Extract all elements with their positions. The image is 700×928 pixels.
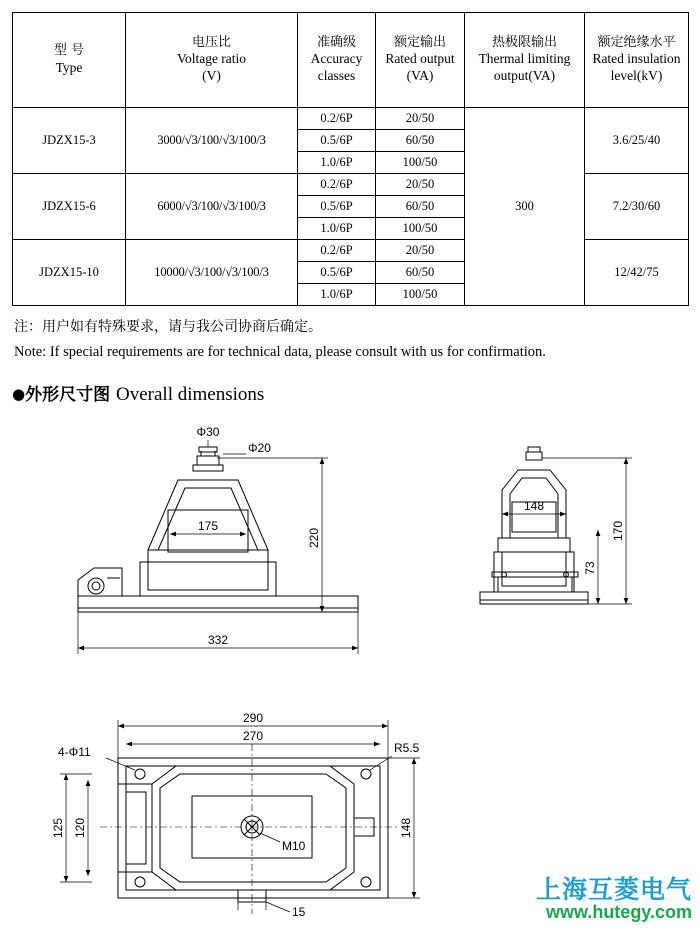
mid-band-side <box>498 538 570 552</box>
header-voltage-ratio <box>126 13 298 108</box>
header-accuracy <box>298 13 376 108</box>
header-thermal-limiting-en: Thermal limiting <box>478 51 571 67</box>
left-terminal-circle <box>88 578 104 594</box>
terminal-block <box>197 456 219 465</box>
top-view-drawing <box>40 700 460 925</box>
table-row <box>13 108 689 130</box>
mounting-hole <box>361 877 371 887</box>
header-rated-output-cn: 额定输出 <box>393 35 446 50</box>
terminal-cap-side <box>528 447 540 452</box>
cell-voltage-ratio: 6000/√3/100/√3/100/3 <box>126 174 298 240</box>
header-insulation-level-en: Rated insulation <box>592 51 681 67</box>
header-insulation-level <box>585 13 689 108</box>
cell-accuracy: 1.0/6P <box>298 284 376 306</box>
dim-side-foot-height: 73 <box>583 561 597 575</box>
cell-voltage-ratio: 10000/√3/100/√3/100/3 <box>126 240 298 306</box>
cell-accuracy: 0.5/6P <box>298 196 376 218</box>
mounting-hole <box>135 877 145 887</box>
cell-rated-output: 100/50 <box>376 152 465 174</box>
base-plate <box>78 596 358 612</box>
cell-accuracy: 0.2/6P <box>298 174 376 196</box>
cell-accuracy: 0.2/6P <box>298 108 376 130</box>
header-thermal-limiting-cn: 热极限输出 <box>491 35 557 50</box>
section-title-cn: 外形尺寸图 <box>25 385 111 405</box>
dim-top-left-outer: 125 <box>51 817 65 839</box>
dim-phi20: Φ20 <box>248 441 271 455</box>
section-title-en: Overall dimensions <box>116 384 265 405</box>
body-lower <box>140 562 276 596</box>
section-title <box>12 380 264 406</box>
cell-accuracy: 0.5/6P <box>298 262 376 284</box>
bullet-icon: ● <box>12 385 26 403</box>
specification-table <box>12 12 689 306</box>
header-rated-output <box>376 13 465 108</box>
header-type <box>13 13 126 108</box>
dim-top-outer-width: 290 <box>242 711 264 725</box>
header-voltage-ratio-cn: 电压比 <box>191 35 231 50</box>
mounting-hole <box>135 769 145 779</box>
cell-insulation-level: 12/42/75 <box>585 240 689 306</box>
body-upper <box>148 480 268 550</box>
dim-top-depth: 148 <box>399 817 413 839</box>
dim-top-radius: R5.5 <box>394 741 420 755</box>
mounting-hole <box>361 769 371 779</box>
header-insulation-level-cn: 额定绝缘水平 <box>597 35 676 50</box>
header-accuracy-en: Accuracy <box>310 51 363 67</box>
cell-rated-output: 100/50 <box>376 218 465 240</box>
cell-insulation-level: 7.2/30/60 <box>585 174 689 240</box>
terminal-block-side <box>526 452 542 460</box>
header-thermal-limiting <box>465 13 585 108</box>
dim-inner-width: 175 <box>197 519 219 533</box>
dim-top-thread: M10 <box>282 839 306 853</box>
cell-type: JDZX15-6 <box>13 174 126 240</box>
table-row <box>13 174 689 196</box>
watermark <box>535 874 692 923</box>
left-terminal-box <box>78 568 122 596</box>
terminal-base <box>193 465 223 471</box>
note-english: Note: If special requirements are for technical data, please consult with us for confirmation. <box>14 344 546 360</box>
dim-side-width: 148 <box>523 499 545 513</box>
cell-accuracy: 0.5/6P <box>298 130 376 152</box>
cell-rated-output: 60/50 <box>376 196 465 218</box>
header-voltage-ratio-en: Voltage ratio <box>176 51 247 67</box>
cell-rated-output: 60/50 <box>376 130 465 152</box>
watermark-url: www.hutegy.com <box>545 902 692 923</box>
header-insulation-level-en2: level(kV) <box>610 68 663 84</box>
front-view-drawing <box>60 418 400 678</box>
dim-top-bottom-tab: 15 <box>292 905 306 919</box>
header-rated-output-unit: (VA) <box>406 68 434 84</box>
note-chinese: 注：用户如有特殊要求，请与我公司协商后确定。 <box>14 319 322 335</box>
dim-phi30: Φ30 <box>196 425 220 439</box>
terminal-cap <box>199 447 217 452</box>
header-thermal-limiting-en2: output(VA) <box>493 68 556 84</box>
cell-thermal-limiting: 300 <box>465 108 585 306</box>
cell-rated-output: 20/50 <box>376 108 465 130</box>
dim-base-width: 332 <box>207 633 229 647</box>
header-type-cn: 型 号 <box>53 43 85 59</box>
cell-type: JDZX15-10 <box>13 240 126 306</box>
cell-voltage-ratio: 3000/√3/100/√3/100/3 <box>126 108 298 174</box>
body-lower-inner <box>148 562 268 590</box>
dim-side-height: 170 <box>611 520 625 542</box>
cell-rated-output: 100/50 <box>376 284 465 306</box>
dim-top-left-inner: 120 <box>73 817 87 839</box>
cell-insulation-level: 3.6/25/40 <box>585 108 689 174</box>
header-accuracy-en2: classes <box>317 68 356 84</box>
side-view-drawing <box>450 418 680 678</box>
header-accuracy-cn: 准确级 <box>316 35 356 50</box>
cell-rated-output: 20/50 <box>376 240 465 262</box>
dim-top-holes: 4-Φ11 <box>58 745 91 759</box>
watermark-company: 上海互菱电气 <box>535 874 692 904</box>
header-voltage-ratio-unit: (V) <box>202 68 221 84</box>
table-header-row <box>13 13 689 108</box>
header-type-en: Type <box>55 59 83 75</box>
dim-top-inner-width: 270 <box>242 729 264 743</box>
cell-accuracy: 0.2/6P <box>298 240 376 262</box>
cell-accuracy: 1.0/6P <box>298 218 376 240</box>
header-rated-output-en: Rated output <box>385 51 455 67</box>
table-row <box>13 240 689 262</box>
cell-rated-output: 20/50 <box>376 174 465 196</box>
base-plate-side <box>480 592 588 604</box>
cell-accuracy: 1.0/6P <box>298 152 376 174</box>
left-terminal-block <box>118 784 152 872</box>
cell-rated-output: 60/50 <box>376 262 465 284</box>
dim-height: 220 <box>307 527 321 549</box>
cell-type: JDZX15-3 <box>13 108 126 174</box>
